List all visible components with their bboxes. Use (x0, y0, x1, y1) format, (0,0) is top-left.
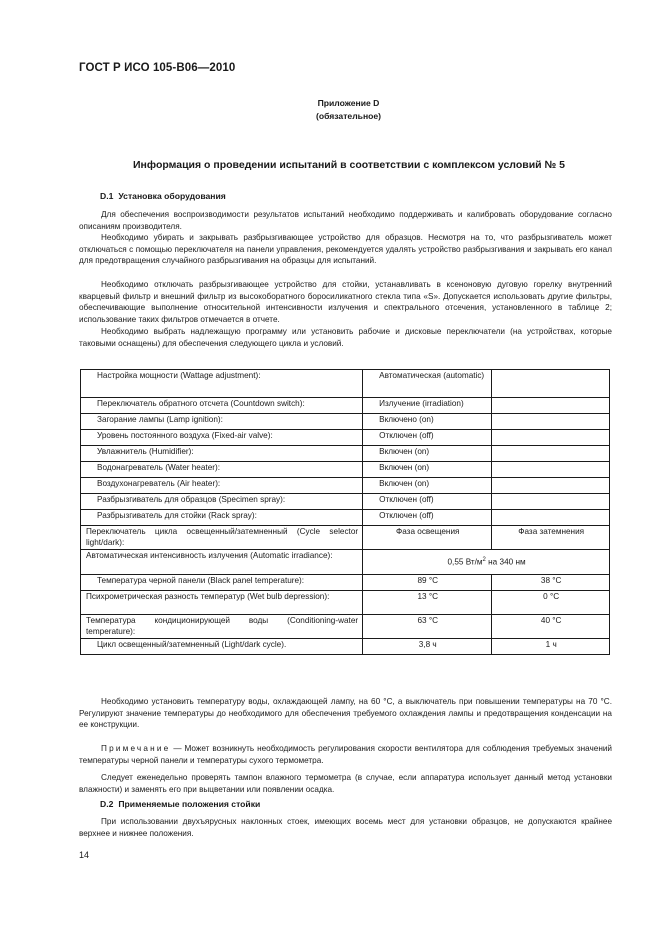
table-cell-light: 63 °C (363, 615, 492, 639)
section-d1-heading (100, 191, 226, 201)
irradiance-exponent: 2 (482, 557, 486, 564)
table-cell-parameter: Переключатель обратного отсчета (Countdown switch): (81, 398, 363, 414)
section-d2-heading (100, 799, 260, 809)
table-cell-parameter: Температура черной панели (Black panel temperature): (81, 575, 363, 591)
table-row (81, 526, 610, 550)
table-cell-parameter: Психрометрическая разность температур (Wet bulb depression): (81, 591, 363, 615)
appendix-block (0, 97, 661, 122)
note-paragraph (79, 743, 612, 766)
table-cell-dark (492, 414, 610, 430)
table-cell-light: Включен (on) (363, 478, 492, 494)
table-cell-dark (492, 510, 610, 526)
page-number: 14 (79, 850, 90, 860)
table-cell-parameter: Температура кондиционирующей воды (Conditioning-water temperature): (81, 615, 363, 639)
table-cell-irradiance (363, 550, 610, 575)
table-cell-light: 3,8 ч (363, 639, 492, 655)
table-cell-parameter: Разбрызгиватель для стойки (Rack spray): (81, 510, 363, 526)
table-cell-dark (492, 430, 610, 446)
irradiance-value: 0,55 Вт/м (447, 558, 483, 568)
section-number: D.2 (100, 799, 114, 809)
appendix-label: Приложение D (317, 98, 380, 108)
table-cell-light: Отключен (off) (363, 510, 492, 526)
table-cell-dark: 1 ч (492, 639, 610, 655)
table-cell-parameter: Уровень постоянного воздуха (Fixed-air valve): (81, 430, 363, 446)
test-conditions-table (80, 369, 610, 655)
table-row (81, 615, 610, 639)
table-row (81, 430, 610, 446)
paragraph: Следует еженедельно проверять тампон влажного термометра (в случае, если аппаратура использует данный метод установки влажности) и заменять его при выцветании или появлении осадка. (79, 773, 612, 794)
paragraph: При использовании двухъярусных наклонных стоек, имеющих восемь мест для установки образцов, не допускаются крайнее верхнее и нижнее положения. (79, 817, 612, 838)
paragraph: Необходимо отключать разбрызгивающее устройство для стойки, устанавливать в ксеноновую дуговую горелку внутренний кварцевый фильтр и внешний фильтр из высокоборатного боросиликатного стекла типа «S». Допускается использовать другие фильтры, обеспечивающие выполнение относительной интенсивности излучения и спектрального отсечения, установленного в таблице 2; использование таких фильтров отмечается в отчете. (79, 280, 612, 324)
table-cell-dark (492, 494, 610, 510)
table-cell-dark: 40 °C (492, 615, 610, 639)
table-row (81, 414, 610, 430)
table-cell-light: Включен (on) (363, 446, 492, 462)
paragraph: Для обеспечения воспроизводимости результатов испытаний необходимо поддерживать и калибровать оборудование согласно описаниям производителя. (79, 210, 612, 231)
paragraph: Необходимо выбрать надлежащую программу или установить рабочие и дисковые переключатели (на устройствах, которые таковыми оснащены) для обеспечения следующего цикла и условий. (79, 327, 612, 348)
table-cell-dark (492, 446, 610, 462)
table-cell-light: Автоматическая (automatic) (363, 370, 492, 398)
table-cell-parameter: Загорание лампы (Lamp ignition): (81, 414, 363, 430)
table-row (81, 639, 610, 655)
table-cell-dark (492, 398, 610, 414)
note-text: — Может возникнуть необходимость регулирования скорости вентилятора для соблюдения требуемых значений температуры черной панели и температуры сухого термометра. (79, 744, 612, 765)
table-cell-dark (492, 478, 610, 494)
table-row (81, 370, 610, 398)
table-cell-parameter: Увлажнитель (Humidifier): (81, 446, 363, 462)
table-row (81, 575, 610, 591)
table-cell-dark: 0 °C (492, 591, 610, 615)
table-cell-dark (492, 462, 610, 478)
table-cell-light: Излучение (irradiation) (363, 398, 492, 414)
table-cell-light: Фаза освещения (363, 526, 492, 550)
table-cell-dark: 38 °C (492, 575, 610, 591)
table-cell-parameter: Воздухонагреватель (Air heater): (81, 478, 363, 494)
table-row (81, 494, 610, 510)
table-cell-light: Включен (on) (363, 462, 492, 478)
table-row (81, 446, 610, 462)
table-row (81, 510, 610, 526)
irradiance-wavelength: на 340 нм (485, 558, 526, 568)
table-cell-light: 89 °C (363, 575, 492, 591)
table-row (81, 478, 610, 494)
table-cell-light: Отключен (off) (363, 494, 492, 510)
section-title: Установка оборудования (118, 191, 226, 201)
table-cell-light: 13 °C (363, 591, 492, 615)
table-cell-light: Отключен (off) (363, 430, 492, 446)
table-cell-parameter: Разбрызгиватель для образцов (Specimen spray): (81, 494, 363, 510)
table-cell-parameter: Переключатель цикла освещенный/затемненный (Cycle selector light/dark): (81, 526, 363, 550)
table-cell-parameter: Водонагреватель (Water heater): (81, 462, 363, 478)
table-row (81, 462, 610, 478)
table-cell-parameter: Цикл освещенный/затемненный (Light/dark cycle). (81, 639, 363, 655)
section-title: Применяемые положения стойки (118, 799, 261, 809)
appendix-status: (обязательное) (315, 110, 382, 121)
paragraph: Необходимо убирать и закрывать разбрызгивающее устройство для образцов. Несмотря на то, что разбрызгиватель может отключаться с помощью переключателя на панели управления, рекомендуется удалять устройство разбрызгивания и закрывать его канал для предотвращения случайного разбрызгивания на образцы для испытаний. (79, 233, 612, 266)
table-row (81, 591, 610, 615)
table-row (81, 398, 610, 414)
table-cell-dark (492, 370, 610, 398)
table-cell-parameter: Автоматическая интенсивность излучения (Automatic irradiance): (81, 550, 363, 575)
paragraph: Необходимо установить температуру воды, охлаждающей лампу, на 60 °C, а выключатель при повышении температуры на 70 °C. Регулируют значение температуры до необходимого для обеспечения требуемого охлаждения лампы и предотвращения конденсации на ее конструкции. (79, 697, 612, 730)
table-cell-parameter: Настройка мощности (Wattage adjustment): (81, 370, 363, 398)
section-number: D.1 (100, 191, 114, 201)
table-cell-light: Включено (on) (363, 414, 492, 430)
table-cell-dark: Фаза затемнения (492, 526, 610, 550)
note-label: Примечание (101, 744, 171, 753)
appendix-title: Информация о проведении испытаний в соответствии с комплексом условий № 5 (133, 159, 565, 171)
standard-header: ГОСТ Р ИСО 105-В06—2010 (79, 62, 236, 74)
table-row (81, 550, 610, 575)
